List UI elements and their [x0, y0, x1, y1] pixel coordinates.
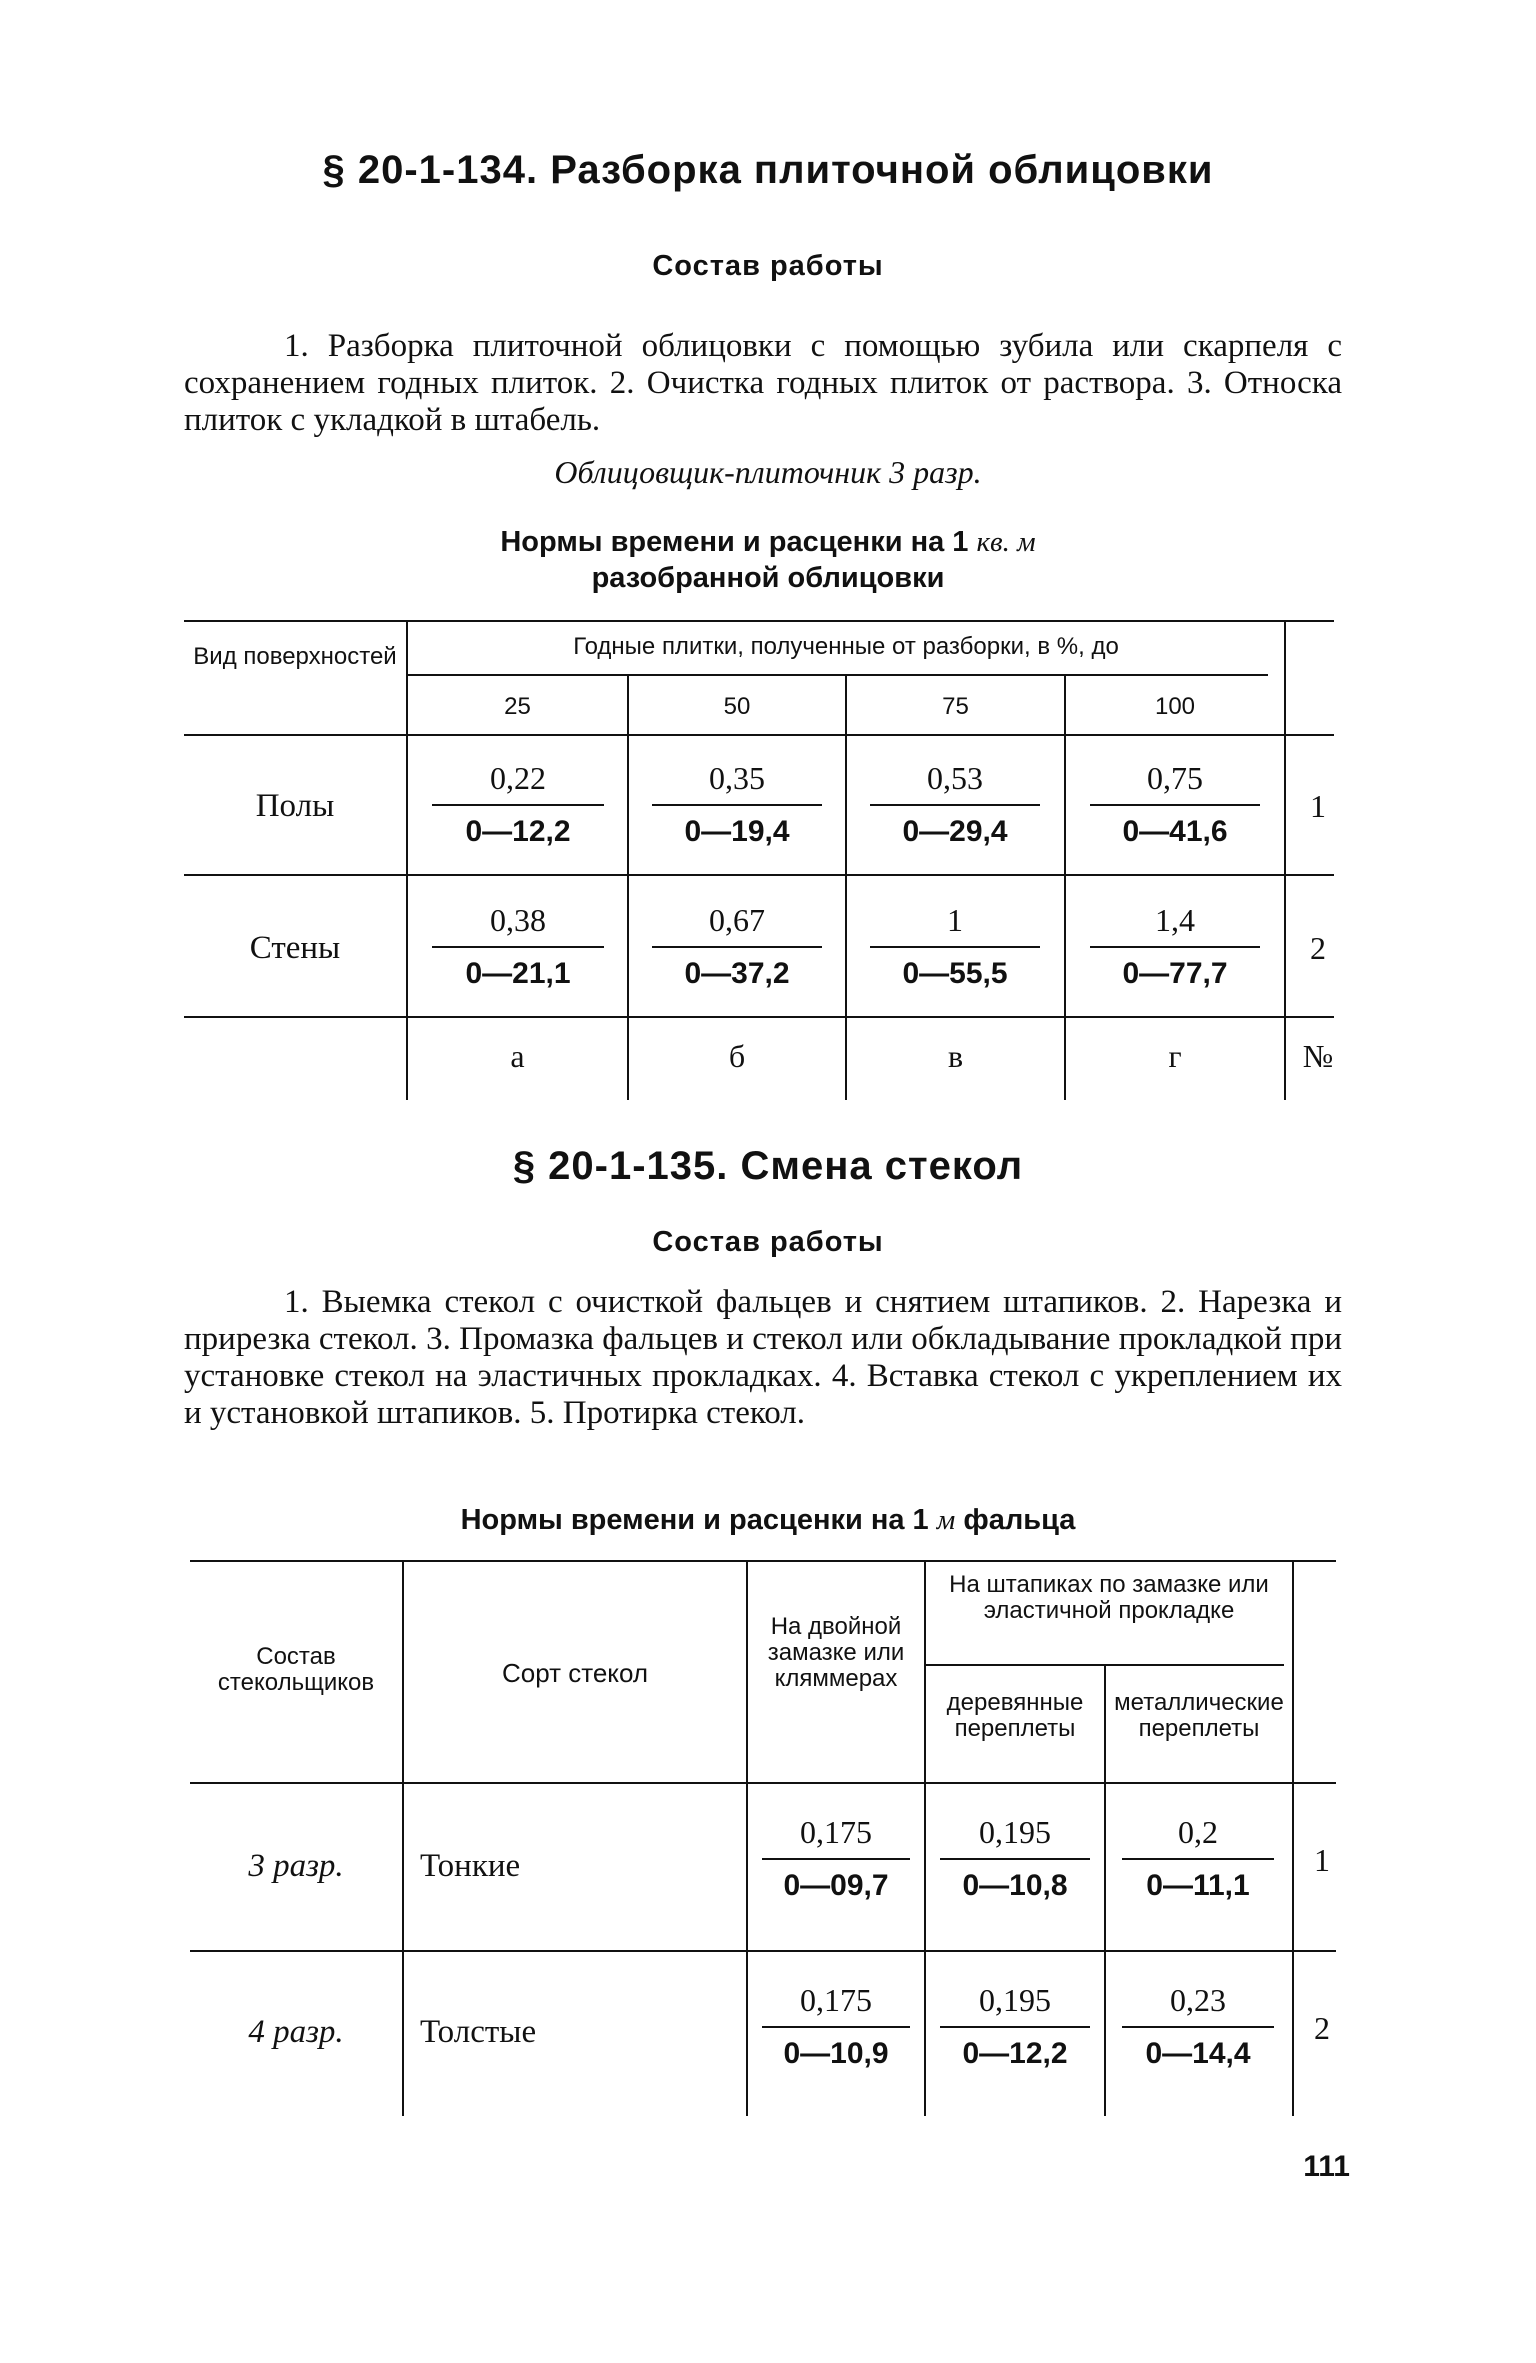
header-glass-sort: Сорт стекол	[501, 1658, 649, 1688]
row-crew: 4 разр.	[248, 2014, 344, 2050]
row-crew: 3 разр.	[248, 1848, 344, 1884]
value-cell: 0,195 0—12,2	[940, 1980, 1090, 2074]
row-glass-sort: Тонкие	[420, 1848, 521, 1884]
value-cell: 0,175 0—09,7	[762, 1812, 910, 1906]
row-number: 1	[1314, 1842, 1330, 1878]
header-percent-25: 25	[504, 693, 531, 720]
column-letter: б	[728, 1038, 746, 1074]
column-letter: в	[947, 1038, 964, 1074]
work-text-134: 1. Разборка плиточной облицовки с помощью зубила или скарпеля с сохранением годных плиток. 2. Очистка годных плиток от раствора. 3. Относка плиток с укладкой в штабель.	[184, 328, 1342, 438]
table-title-134-subtext: разобранной облицовки	[591, 562, 945, 594]
value-cell: 0,75 0—41,6	[1090, 758, 1260, 852]
work-heading-135: Состав работы	[652, 1226, 884, 1258]
table-title-135-text: Нормы времени и расценки на 1	[460, 1504, 937, 1536]
value-cell: 0,175 0—10,9	[762, 1980, 910, 2074]
work-heading-134: Состав работы	[652, 250, 884, 282]
row-label-walls: Стены	[249, 930, 341, 966]
value-cell: 1,4 0—77,7	[1090, 900, 1260, 994]
header-percent-100: 100	[1154, 693, 1196, 720]
header-metal-frames: металлические переплеты	[1114, 1689, 1284, 1742]
value-cell: 0,195 0—10,8	[940, 1812, 1090, 1906]
header-double-putty: На двойной замазке или кляммерах	[767, 1613, 905, 1692]
value-cell: 0,23 0—14,4	[1122, 1980, 1274, 2074]
header-usable-tiles: Годные плитки, полученные от разборки, в %, до	[573, 633, 1119, 660]
value-cell: 0,67 0—37,2	[652, 900, 822, 994]
page-number: 111	[1303, 2150, 1350, 2183]
work-text-135: 1. Выемка стекол с очисткой фальцев и снятием штапиков. 2. Нарезка и прирезка стекол. 3. Промазка фальцев и стекол или обкладывание прокладкой при установке стекол на эластичных прокладках. 4. Вставка стекол с укреплением их и установкой штапиков. 5. Протирка стекол.	[184, 1284, 1342, 1431]
header-glazing-beads: На штапиках по замазке или эластичной прокладке	[949, 1571, 1269, 1624]
number-sign: №	[1302, 1038, 1334, 1074]
header-wooden-frames: деревянные переплеты	[946, 1689, 1084, 1742]
table-title-135-subtext: фальца	[955, 1504, 1076, 1536]
table-title-135	[184, 1502, 1352, 1538]
value-cell: 0,53 0—29,4	[870, 758, 1040, 852]
section-title-134: § 20-1-134. Разборка плиточной облицовки	[322, 148, 1214, 192]
section-title-135: § 20-1-135. Смена стекол	[512, 1144, 1024, 1188]
header-percent-50: 50	[723, 693, 751, 720]
value-cell: 0,35 0—19,4	[652, 758, 822, 852]
row-number: 2	[1310, 930, 1326, 966]
row-number: 2	[1314, 2010, 1330, 2046]
value-cell: 0,2 0—11,1	[1122, 1812, 1274, 1906]
value-cell: 0,22 0—12,2	[432, 758, 604, 852]
header-glazier-crew: Состав стекольщиков	[217, 1643, 375, 1696]
row-label-floors: Полы	[255, 788, 335, 824]
table-title-135-unit: м	[936, 1504, 956, 1536]
table-title-134-text: Нормы времени и расценки на 1	[500, 526, 977, 558]
value-cell: 0,38 0—21,1	[432, 900, 604, 994]
table-title-134-unit: кв. м	[976, 526, 1036, 558]
header-surface-type: Вид поверхностей	[193, 643, 397, 670]
worker-label: Облицовщик-плиточник 3 разр.	[554, 454, 982, 490]
header-percent-75: 75	[942, 693, 969, 720]
value-cell: 1 0—55,5	[870, 900, 1040, 994]
column-letter: г	[1168, 1038, 1182, 1074]
row-number: 1	[1310, 788, 1326, 824]
column-letter: а	[510, 1038, 525, 1074]
table-title-134	[184, 524, 1352, 596]
row-glass-sort: Толстые	[420, 2014, 537, 2050]
